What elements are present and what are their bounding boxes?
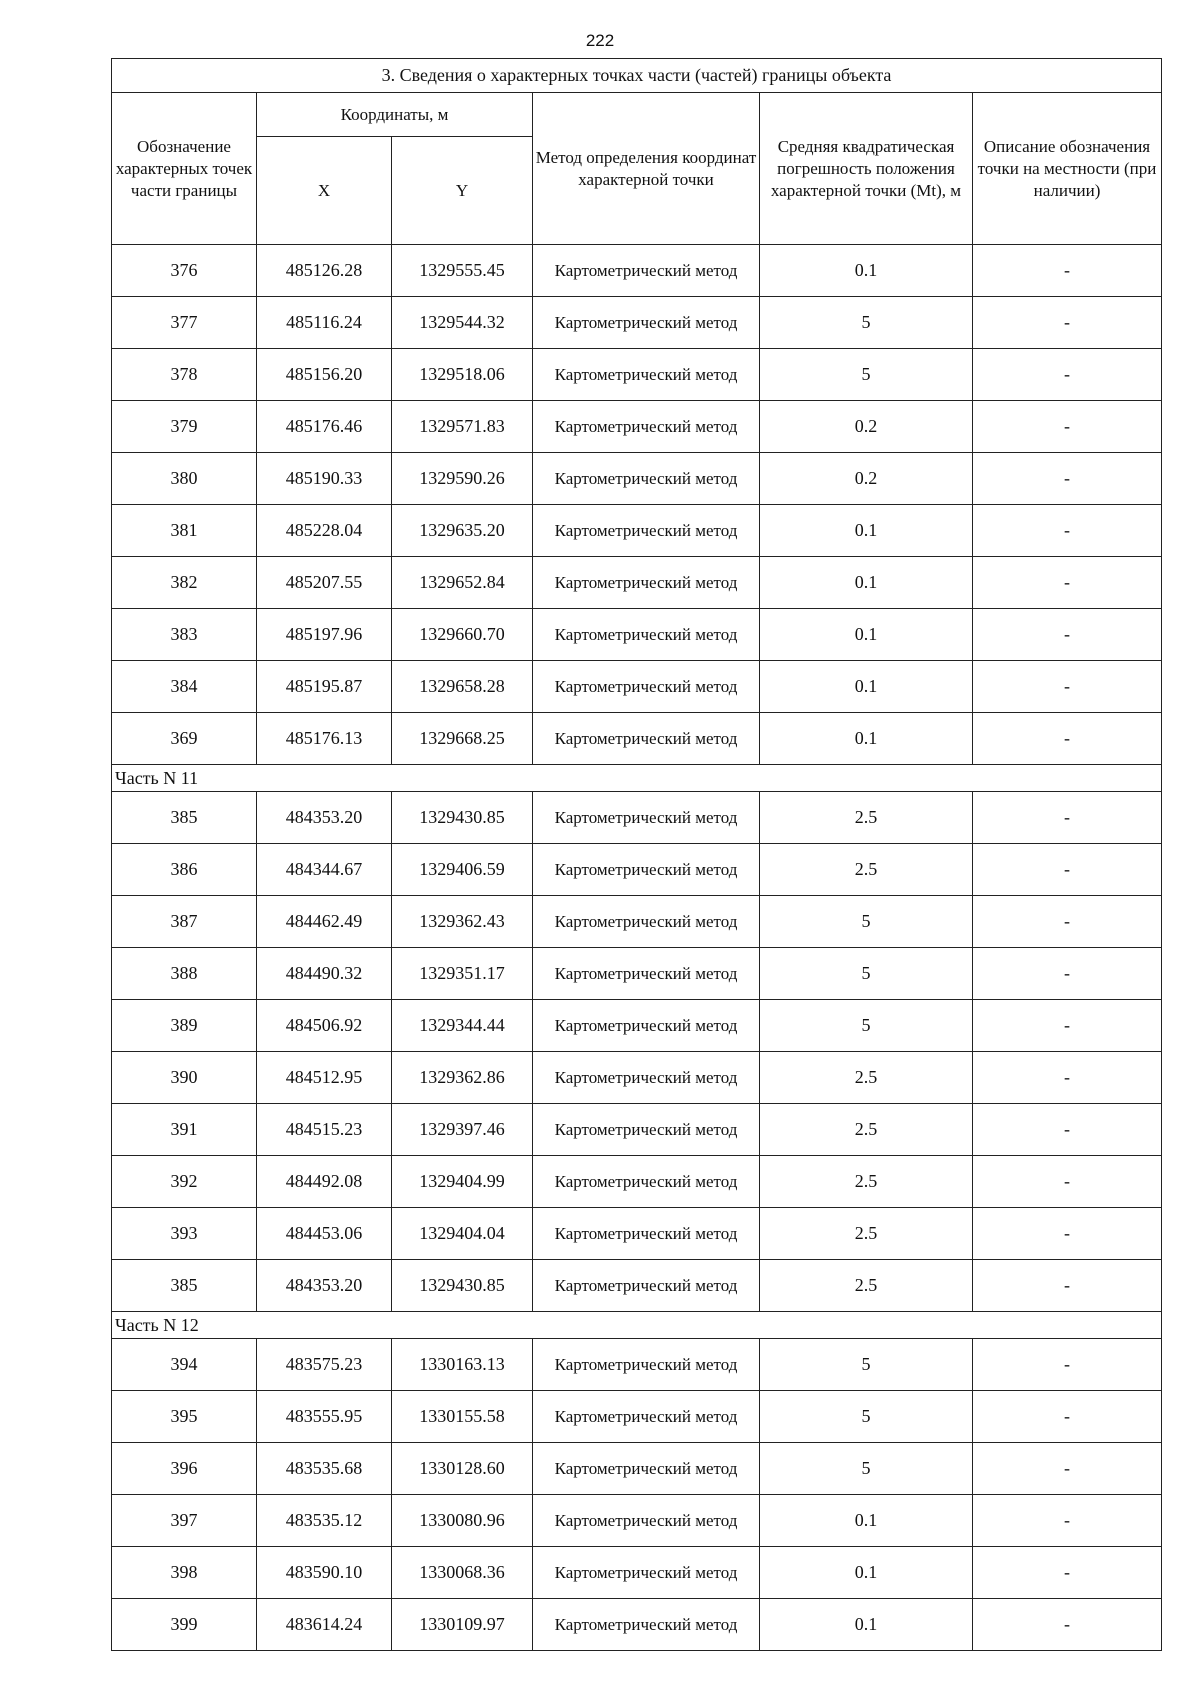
cell-y: 1329590.26 [392,453,533,505]
cell-method: Картометрический метод [533,1000,760,1052]
cell-point-id: 385 [112,1260,257,1312]
characteristic-points-table [111,58,1162,1651]
cell-description: - [973,792,1162,844]
cell-point-id: 387 [112,896,257,948]
cell-description: - [973,713,1162,765]
cell-method: Картометрический метод [533,792,760,844]
table-row [112,1156,1162,1208]
page-number: 222 [585,31,615,50]
cell-description: - [973,557,1162,609]
table-row [112,1391,1162,1443]
cell-x: 485228.04 [257,505,392,557]
cell-x: 483614.24 [257,1599,392,1651]
table-row [112,349,1162,401]
cell-x: 484515.23 [257,1104,392,1156]
cell-y: 1329404.99 [392,1156,533,1208]
cell-x: 485195.87 [257,661,392,713]
cell-method: Картометрический метод [533,1547,760,1599]
cell-mt: 2.5 [760,792,973,844]
cell-mt: 0.2 [760,401,973,453]
cell-point-id: 397 [112,1495,257,1547]
cell-description: - [973,948,1162,1000]
cell-point-id: 394 [112,1339,257,1391]
cell-method: Картометрический метод [533,1495,760,1547]
section-label: Часть N 11 [112,765,1162,792]
cell-point-id: 378 [112,349,257,401]
cell-x: 483535.68 [257,1443,392,1495]
cell-description: - [973,1495,1162,1547]
cell-method: Картометрический метод [533,609,760,661]
cell-description: - [973,1000,1162,1052]
cell-mt: 2.5 [760,1208,973,1260]
cell-method: Картометрический метод [533,948,760,1000]
cell-point-id: 385 [112,792,257,844]
cell-y: 1329406.59 [392,844,533,896]
table-row [112,1000,1162,1052]
cell-description: - [973,245,1162,297]
cell-method: Картометрический метод [533,401,760,453]
cell-x: 485176.46 [257,401,392,453]
cell-y: 1329660.70 [392,609,533,661]
cell-y: 1329397.46 [392,1104,533,1156]
cell-x: 485207.55 [257,557,392,609]
cell-method: Картометрический метод [533,1052,760,1104]
cell-mt: 2.5 [760,844,973,896]
cell-y: 1329344.44 [392,1000,533,1052]
table-row [112,245,1162,297]
table-row [112,792,1162,844]
cell-point-id: 383 [112,609,257,661]
cell-y: 1329652.84 [392,557,533,609]
cell-y: 1329555.45 [392,245,533,297]
header-coordinates: Координаты, м [257,93,533,137]
cell-x: 484344.67 [257,844,392,896]
cell-mt: 2.5 [760,1260,973,1312]
cell-mt: 2.5 [760,1156,973,1208]
cell-mt: 0.1 [760,609,973,661]
table-row [112,609,1162,661]
cell-method: Картометрический метод [533,1339,760,1391]
cell-point-id: 382 [112,557,257,609]
cell-description: - [973,1260,1162,1312]
cell-mt: 0.1 [760,505,973,557]
cell-y: 1329544.32 [392,297,533,349]
cell-mt: 0.1 [760,1495,973,1547]
cell-x: 485156.20 [257,349,392,401]
cell-mt: 5 [760,1443,973,1495]
cell-point-id: 392 [112,1156,257,1208]
table-row [112,1495,1162,1547]
cell-point-id: 379 [112,401,257,453]
table-row [112,1052,1162,1104]
cell-method: Картометрический метод [533,1599,760,1651]
table-row [112,713,1162,765]
cell-x: 483555.95 [257,1391,392,1443]
cell-x: 483535.12 [257,1495,392,1547]
cell-x: 483575.23 [257,1339,392,1391]
cell-y: 1329404.04 [392,1208,533,1260]
cell-y: 1329362.43 [392,896,533,948]
cell-method: Картометрический метод [533,1391,760,1443]
cell-description: - [973,1443,1162,1495]
table-row [112,453,1162,505]
cell-x: 484492.08 [257,1156,392,1208]
cell-point-id: 399 [112,1599,257,1651]
cell-method: Картометрический метод [533,453,760,505]
cell-description: - [973,609,1162,661]
cell-point-id: 388 [112,948,257,1000]
cell-mt: 0.1 [760,713,973,765]
cell-method: Картометрический метод [533,245,760,297]
cell-method: Картометрический метод [533,1208,760,1260]
cell-y: 1329658.28 [392,661,533,713]
table-row [112,297,1162,349]
cell-description: - [973,1547,1162,1599]
table-row [112,401,1162,453]
cell-x: 483590.10 [257,1547,392,1599]
cell-mt: 0.1 [760,245,973,297]
cell-mt: 5 [760,297,973,349]
cell-point-id: 396 [112,1443,257,1495]
cell-y: 1329351.17 [392,948,533,1000]
cell-y: 1330068.36 [392,1547,533,1599]
cell-description: - [973,505,1162,557]
cell-mt: 0.1 [760,661,973,713]
table-body [112,245,1162,1651]
table-row [112,896,1162,948]
cell-description: - [973,349,1162,401]
header-method: Метод определения координат характерной точки [533,93,760,245]
cell-mt: 5 [760,1339,973,1391]
cell-mt: 5 [760,1000,973,1052]
cell-point-id: 389 [112,1000,257,1052]
cell-description: - [973,297,1162,349]
cell-method: Картометрический метод [533,349,760,401]
cell-description: - [973,453,1162,505]
cell-method: Картометрический метод [533,1260,760,1312]
cell-description: - [973,1391,1162,1443]
table-row [112,1208,1162,1260]
table-row [112,505,1162,557]
header-x: X [257,137,392,245]
cell-x: 485126.28 [257,245,392,297]
cell-y: 1329635.20 [392,505,533,557]
header-description: Описание обозначения точки на местности (при наличии) [973,93,1162,245]
table-row [112,1339,1162,1391]
cell-y: 1330080.96 [392,1495,533,1547]
cell-description: - [973,1208,1162,1260]
cell-point-id: 377 [112,297,257,349]
table-row [112,1260,1162,1312]
table-row [112,557,1162,609]
cell-method: Картометрический метод [533,661,760,713]
cell-method: Картометрический метод [533,505,760,557]
cell-y: 1330163.13 [392,1339,533,1391]
cell-description: - [973,844,1162,896]
cell-x: 484462.49 [257,896,392,948]
cell-point-id: 391 [112,1104,257,1156]
cell-point-id: 395 [112,1391,257,1443]
table-row [112,948,1162,1000]
cell-description: - [973,1339,1162,1391]
cell-method: Картометрический метод [533,713,760,765]
cell-x: 485197.96 [257,609,392,661]
table-title: 3. Сведения о характерных точках части (частей) границы объекта [112,59,1162,93]
cell-mt: 0.2 [760,453,973,505]
cell-description: - [973,401,1162,453]
cell-description: - [973,1156,1162,1208]
section-label: Часть N 12 [112,1312,1162,1339]
section-row [112,765,1162,792]
cell-method: Картометрический метод [533,844,760,896]
cell-y: 1329430.85 [392,792,533,844]
cell-point-id: 386 [112,844,257,896]
cell-method: Картометрический метод [533,297,760,349]
table-row [112,661,1162,713]
header-error: Средняя квадратическая погрешность положения характерной точки (Mt), м [760,93,973,245]
cell-mt: 2.5 [760,1104,973,1156]
table-row [112,1104,1162,1156]
cell-point-id: 390 [112,1052,257,1104]
cell-x: 484506.92 [257,1000,392,1052]
cell-y: 1329668.25 [392,713,533,765]
cell-y: 1329362.86 [392,1052,533,1104]
cell-mt: 5 [760,896,973,948]
cell-description: - [973,1599,1162,1651]
cell-y: 1329518.06 [392,349,533,401]
cell-point-id: 369 [112,713,257,765]
cell-point-id: 376 [112,245,257,297]
cell-x: 484353.20 [257,792,392,844]
section-row [112,1312,1162,1339]
cell-mt: 0.1 [760,1599,973,1651]
cell-x: 484453.06 [257,1208,392,1260]
table-row [112,1599,1162,1651]
cell-mt: 5 [760,948,973,1000]
table-row [112,844,1162,896]
cell-description: - [973,1052,1162,1104]
cell-method: Картометрический метод [533,1104,760,1156]
cell-point-id: 393 [112,1208,257,1260]
cell-x: 485116.24 [257,297,392,349]
table-row [112,1547,1162,1599]
cell-x: 485190.33 [257,453,392,505]
cell-x: 485176.13 [257,713,392,765]
cell-y: 1330109.97 [392,1599,533,1651]
cell-y: 1329571.83 [392,401,533,453]
table-row [112,1443,1162,1495]
cell-method: Картометрический метод [533,557,760,609]
cell-y: 1329430.85 [392,1260,533,1312]
cell-mt: 0.1 [760,557,973,609]
cell-mt: 5 [760,349,973,401]
header-y: Y [392,137,533,245]
cell-mt: 0.1 [760,1547,973,1599]
cell-x: 484512.95 [257,1052,392,1104]
cell-point-id: 384 [112,661,257,713]
cell-x: 484490.32 [257,948,392,1000]
cell-description: - [973,896,1162,948]
cell-method: Картометрический метод [533,1156,760,1208]
cell-mt: 2.5 [760,1052,973,1104]
cell-point-id: 380 [112,453,257,505]
cell-method: Картометрический метод [533,1443,760,1495]
cell-point-id: 381 [112,505,257,557]
cell-description: - [973,1104,1162,1156]
cell-mt: 5 [760,1391,973,1443]
cell-method: Картометрический метод [533,896,760,948]
cell-point-id: 398 [112,1547,257,1599]
cell-description: - [973,661,1162,713]
cell-y: 1330155.58 [392,1391,533,1443]
cell-x: 484353.20 [257,1260,392,1312]
table-header [112,59,1162,245]
cell-y: 1330128.60 [392,1443,533,1495]
header-designation: Обозначение характерных точек части границы [112,93,257,245]
